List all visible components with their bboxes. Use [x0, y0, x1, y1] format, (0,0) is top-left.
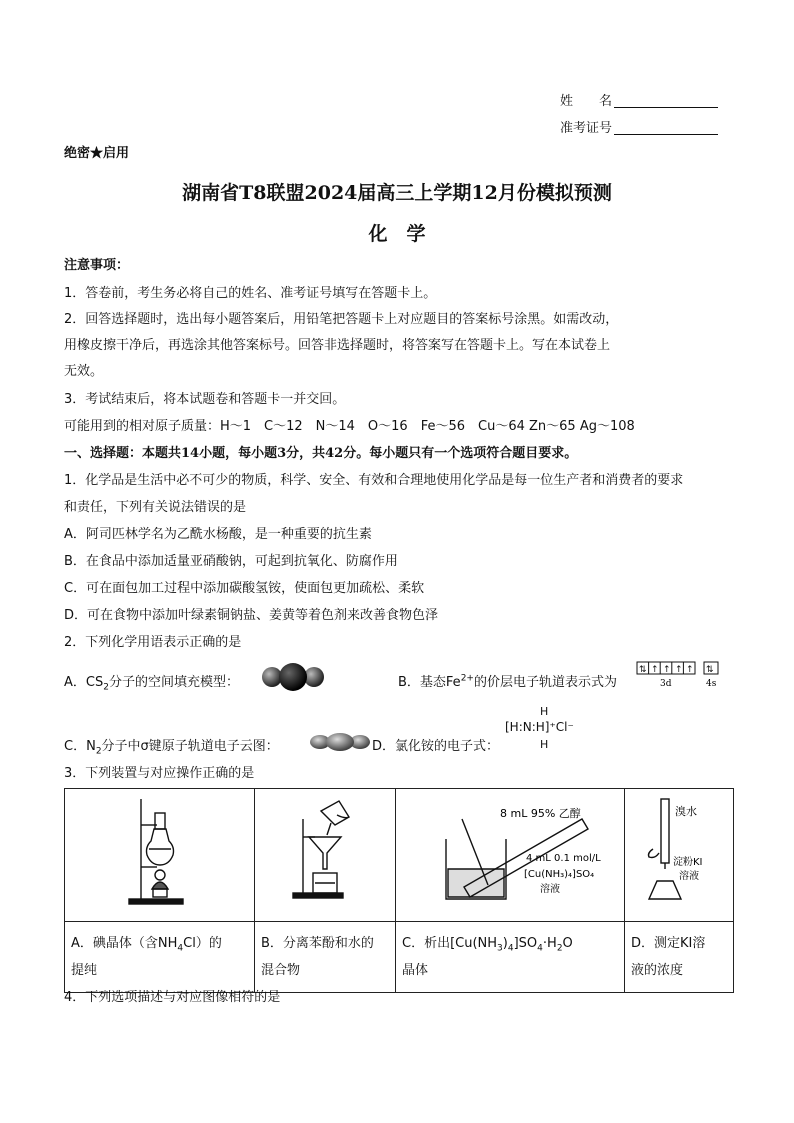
q1-option-a: A．阿司匹林学名为乙酰水杨酸，是一种重要的抗生素: [64, 527, 372, 542]
apparatus-b-caption: B．分离苯酚和水的 混合物: [255, 922, 396, 993]
apparatus-a-caption: A．碘晶体（含$NH_4Cl$）的 提纯: [65, 922, 255, 993]
note-3: 3．考试结束后，将本试题卷和答题卡一并交回。: [64, 392, 346, 407]
secret-mark: 绝密★启用: [64, 146, 130, 161]
c-label-ethanol: 8 mL 95% 乙醇: [500, 807, 581, 820]
note-2-line-2: 用橡皮擦干净后，再选涂其他答案标号。回答非选择题时，将答案写在答题卡上。写在本试卷上: [64, 338, 611, 353]
ammonium-chloride-electron-formula: [H:N:H]⁺Cl⁻: [505, 720, 574, 734]
apparatus-d-caption: D．测定KI溶 液的浓度: [625, 922, 734, 993]
d-label-starch-ki: 淀粉KI: [673, 857, 703, 868]
exam-id-field: [560, 120, 718, 135]
filtration-apparatus-icon: [255, 789, 395, 917]
svg-text:↑: ↑: [651, 665, 659, 675]
apparatus-a-image: [65, 789, 255, 922]
apparatus-d-image: [625, 789, 734, 922]
q1-option-c: C．可在面包加工过程中添加碳酸氢铵，使面包更加疏松、柔软: [64, 581, 425, 596]
note-2-line-1: 2．回答选择题时，选出每小题答案后，用铅笔把答题卡上对应题目的答案标号涂黑。如需改动，: [64, 312, 619, 327]
svg-text:↑: ↑: [686, 665, 694, 675]
q2-stem: 2．下列化学用语表示正确的是: [64, 635, 242, 650]
q2-option-c: C．$N_2$分子中σ键原子轨道电子云图：: [64, 739, 279, 757]
q1-option-b: B．在食品中添加适量亚硝酸钠，可起到抗氧化、防腐作用: [64, 554, 398, 569]
sublimation-apparatus-icon: [65, 789, 254, 917]
note-2-line-3: 无效。: [64, 364, 104, 379]
q2-option-b: B．基态$Fe^{2+}$的价层电子轨道表示式为: [398, 673, 617, 690]
exam-id-label: 准考证号: [560, 121, 613, 136]
fe2-orbital-diagram: [636, 661, 722, 689]
nh4-top-h: H: [540, 705, 549, 718]
note-1: 1．答卷前，考生务必将自己的姓名、准考证号填写在答题卡上。: [64, 286, 437, 301]
orbital-4s-label: 4s: [706, 679, 717, 689]
q3-stem: 3．下列装置与对应操作正确的是: [64, 766, 255, 781]
name-label: 姓 名: [560, 94, 613, 109]
apparatus-table: [64, 788, 734, 993]
apparatus-c-image: [396, 789, 625, 922]
svg-text:↑: ↑: [663, 665, 671, 675]
d-label-solution: 溶液: [679, 871, 699, 882]
q2-option-d: D．氯化铵的电子式：: [372, 739, 500, 754]
apparatus-b-image: [255, 789, 396, 922]
nh4-bottom-h: H: [540, 738, 549, 751]
svg-text:↑: ↑: [675, 665, 683, 675]
q1-option-d: D．可在食物中添加叶绿素铜钠盐、姜黄等着色剂来改善食物色泽: [64, 608, 439, 623]
name-field: [560, 93, 718, 108]
c-label-complex: [Cu(NH₃)₄]SO₄: [524, 869, 595, 880]
orbital-3d-label: 3d: [660, 679, 672, 689]
q2-option-a: A．$CS_2$分子的空间填充模型：: [64, 675, 239, 693]
atomic-mass-line: 可能用到的相对原子质量：H～1 C～12 N～14 O～16 Fe～56 Cu～64 Zn～65 Ag～108: [64, 419, 635, 434]
section-1-heading: 一、选择题：本题共14小题，每小题3分，共42分。每小题只有一个选项符合题目要求。: [64, 446, 578, 461]
q1-stem-line-2: 和责任，下列有关说法错误的是: [64, 500, 247, 515]
crystallization-apparatus-icon: [396, 789, 624, 917]
c-label-solution: 溶液: [540, 884, 560, 895]
q4-stem: 4．下列选项描述与对应图像相符的是: [64, 990, 281, 1005]
d-label-bromine: 溴水: [675, 805, 697, 818]
notes-heading: 注意事项：: [64, 258, 130, 273]
subject-title: 化 学: [368, 223, 426, 245]
exam-id-blank: [614, 120, 718, 135]
apparatus-c-caption: C．析出$[Cu(NH_3)_4]SO_4\cdot H_2O$ 晶体: [396, 922, 625, 993]
c-label-conc: 4 mL 0.1 mol/L: [526, 853, 601, 864]
svg-text:⇅: ⇅: [639, 665, 647, 675]
name-blank: [614, 93, 718, 108]
page-title: 湖南省T8联盟2024届高三上学期12月份模拟预测: [182, 182, 612, 204]
q1-stem-line-1: 1．化学品是生活中必不可少的物质，科学、安全、有效和合理地使用化学品是每一位生产者和消费者的要求: [64, 473, 684, 488]
svg-text:⇅: ⇅: [706, 665, 714, 675]
titration-apparatus-icon: [625, 789, 733, 917]
cs2-space-filling-model: [258, 662, 328, 692]
sigma-orbital-cloud: [308, 732, 372, 752]
